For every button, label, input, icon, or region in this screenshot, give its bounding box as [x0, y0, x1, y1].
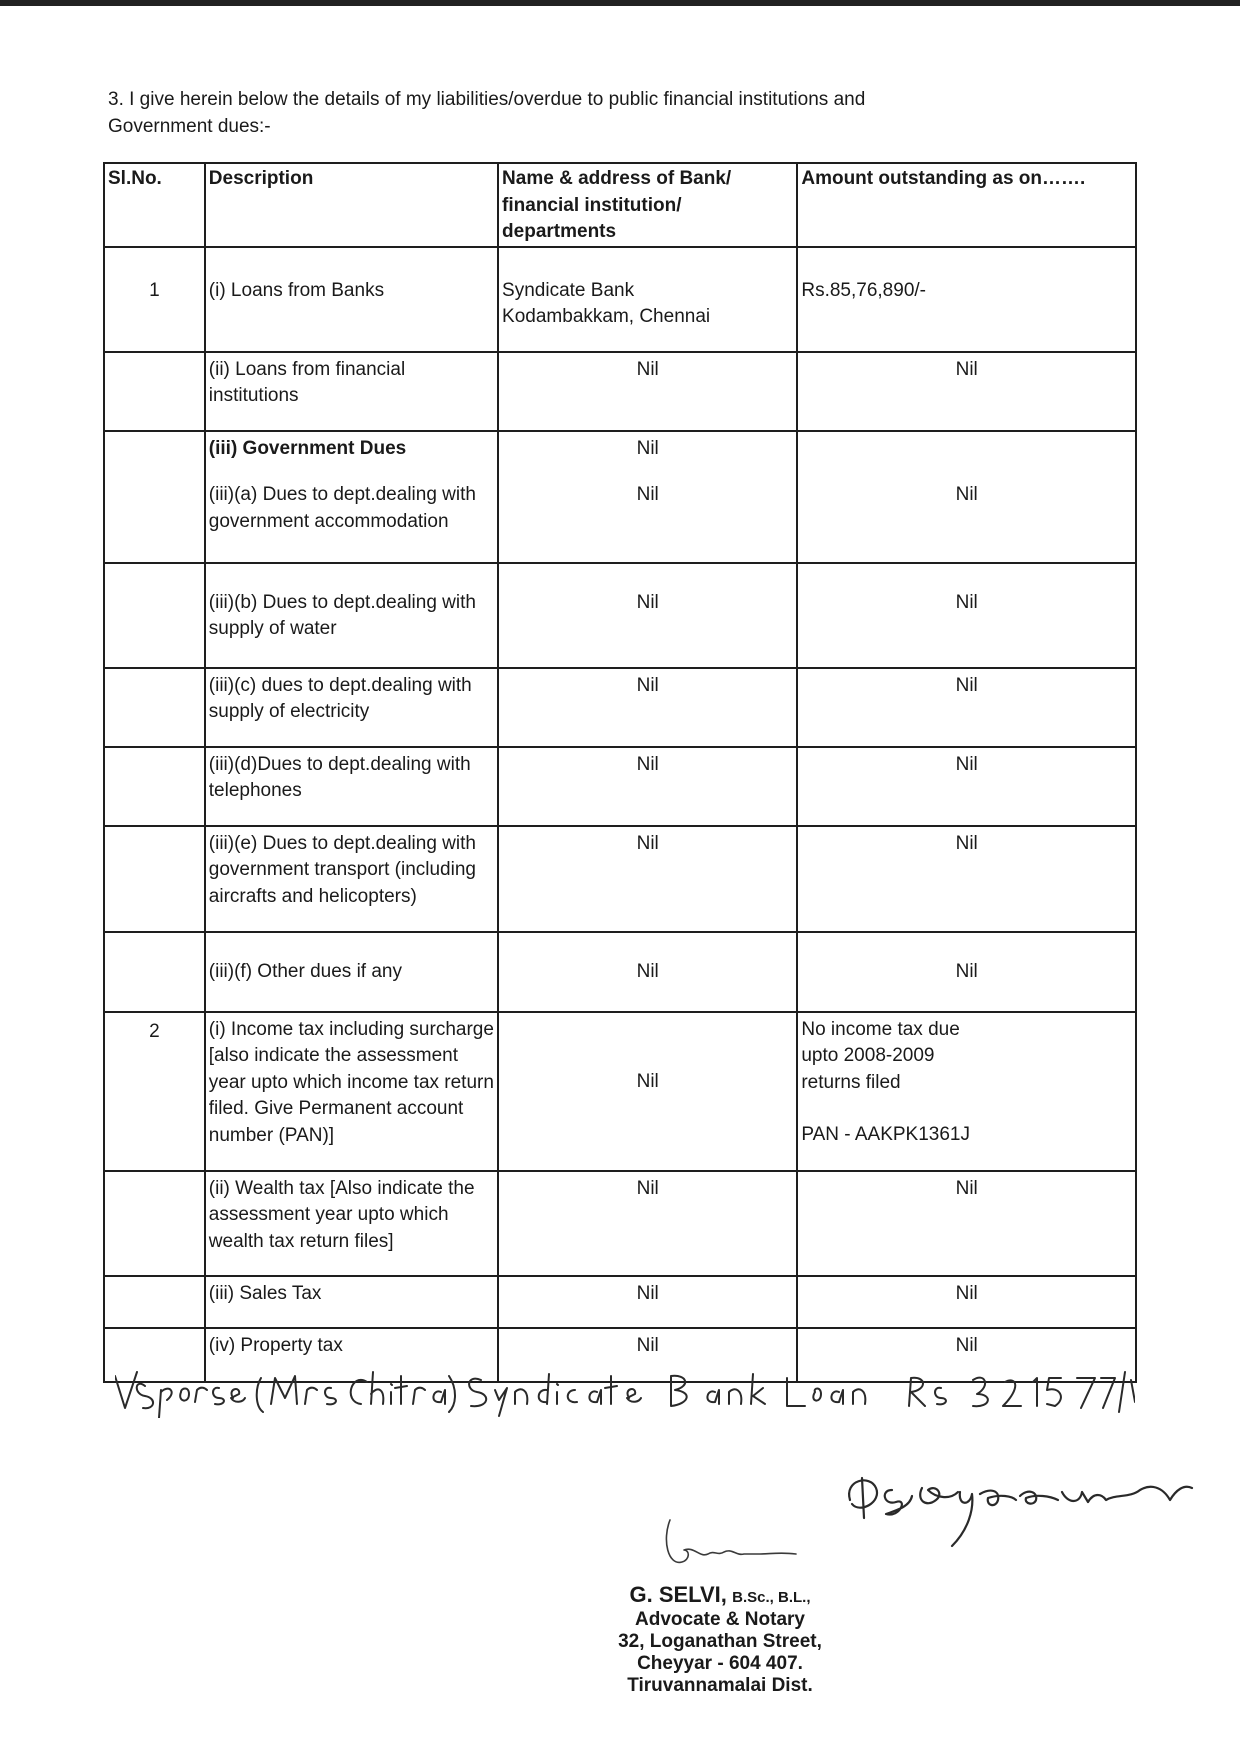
bank-cell: Nil [636, 832, 659, 854]
table-row [104, 352, 1136, 431]
notary-address-line: 32, Loganathan Street, [618, 1631, 822, 1652]
bank-cell: Nil [636, 1282, 659, 1304]
table-row [104, 668, 1136, 747]
liabilities-table [103, 162, 1137, 1383]
table-header-row [104, 163, 1136, 247]
bank-cell: Nil [636, 591, 659, 613]
description-cell: (iii) Sales Tax [208, 1282, 322, 1304]
amount-cell: Nil [955, 960, 978, 982]
amount-cell: Rs.85,76,890/- [801, 279, 926, 301]
amount-cell: Nil [955, 358, 978, 380]
description-cell: (ii) Wealth tax [Also indicate the assessment year upto which wealth tax return files] [208, 1177, 475, 1252]
amount-cell: Nil [955, 1334, 978, 1356]
table-row [104, 431, 1136, 563]
description-cell: (iii)(d)Dues to dept.dealing with telephones [208, 753, 471, 801]
bank-address: Kodambakkam, Chennai [502, 306, 711, 327]
description-cell: (i) Loans from Banks [208, 279, 385, 301]
notary-stamp [590, 1584, 850, 1697]
header-bank: Name & address of Bank/ financial institution/ departments [498, 163, 797, 247]
bank-cell: Nil [636, 437, 659, 459]
header-sl-no: Sl.No. [104, 163, 205, 247]
table-row [104, 1171, 1136, 1276]
handwritten-note [115, 1368, 1135, 1418]
description-cell: (iii)(b) Dues to dept.dealing with supply of water [208, 591, 476, 639]
notary-address-line: Tiruvannamalai Dist. [627, 1675, 813, 1696]
table-row [104, 826, 1136, 932]
header-description: Description [205, 163, 498, 247]
bank-cell: Nil [636, 674, 659, 696]
intro-paragraph: 3. I give herein below the details of my liabilities/overdue to public financial institutions and Government dues:- [108, 89, 866, 137]
description-cell: (iii)(e) Dues to dept.dealing with government transport (including aircrafts and helicopters) [208, 832, 476, 907]
handwritten-signature [840, 1470, 1240, 1560]
bank-cell: Nil [636, 1177, 659, 1199]
bank-cell: Nil [636, 484, 659, 505]
amount-cell: Nil [955, 1282, 978, 1304]
bank-cell: Nil [636, 1070, 659, 1092]
description-cell: (i) Income tax including surcharge [also indicate the assessment year upto which income tax return filed. Give Permanent account number (PAN)] [208, 1018, 494, 1146]
amount-cell: Nil [955, 832, 978, 854]
amount-cell: No income tax due upto 2008-2009 returns filed [801, 1018, 960, 1093]
bank-cell: Nil [636, 358, 659, 380]
section-heading: (iii) Government Dues [208, 437, 407, 459]
table-row [104, 932, 1136, 1012]
notary-name: G. SELVI, [629, 1582, 727, 1607]
serial-number: 2 [149, 1020, 160, 1042]
amount-cell: Nil [955, 1177, 978, 1199]
table-row [104, 747, 1136, 826]
table-row [104, 1012, 1136, 1171]
notary-address-line: Cheyyar - 604 407. [637, 1653, 803, 1674]
amount-cell: Nil [955, 753, 978, 775]
bank-cell: Nil [636, 960, 659, 982]
description-cell: (iii)(f) Other dues if any [208, 960, 403, 982]
pan-number: PAN - AAKPK1361J [801, 1124, 970, 1145]
amount-cell: Nil [955, 591, 978, 613]
description-cell: (iii)(a) Dues to dept.dealing with government accommodation [208, 484, 476, 532]
notary-degree: B.Sc., B.L., [732, 1589, 811, 1606]
bank-name: Syndicate Bank [502, 279, 635, 301]
serial-number: 1 [149, 279, 160, 301]
bank-cell: Nil [636, 1334, 659, 1356]
bank-cell: Nil [636, 753, 659, 775]
description-cell: (iv) Property tax [208, 1334, 343, 1356]
amount-cell: Nil [955, 483, 978, 505]
scan-top-border [0, 0, 1240, 6]
table-row [104, 563, 1136, 668]
table-row [104, 247, 1136, 352]
description-cell: (iii)(c) dues to dept.dealing with supply of electricity [208, 674, 472, 722]
header-amount: Amount outstanding as on……. [797, 163, 1136, 247]
amount-cell: Nil [955, 674, 978, 696]
description-cell: (ii) Loans from financial institutions [208, 358, 406, 406]
notary-title: Advocate & Notary [635, 1609, 805, 1630]
notary-signature [660, 1510, 820, 1580]
table-row [104, 1276, 1136, 1328]
